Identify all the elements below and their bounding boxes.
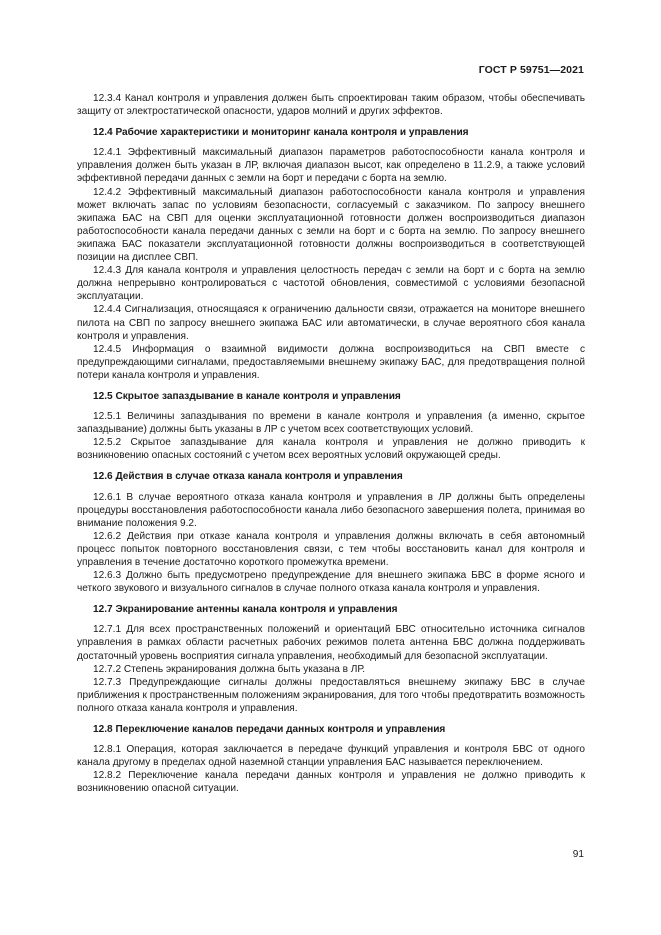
paragraph-12-5-2: 12.5.2 Скрытое запаздывание для канала контроля и управления не должно приводить к возникновению опасных состояний с учетом всех вероятных условий окружающей среды. (77, 437, 585, 462)
paragraph-12-8-1: 12.8.1 Операция, которая заключается в передаче функций управления и контроля БВС от одного канала другому в пределах одной наземной станции управления БАС называется переключением. (77, 744, 585, 769)
paragraph-12-4-1: 12.4.1 Эффективный максимальный диапазон параметров работоспособности канала контроля и управления должен быть указан в ЛР, включая диапазон высот, как определено в 11.2.9, а также условий эффективной передачи данных с земли на борт и передачи с борта на землю. (77, 147, 585, 185)
paragraph-12-7-1: 12.7.1 Для всех пространственных положений и ориентаций БВС относительно источника сигналов управления в рамках области расчетных рабочих режимов полета антенна БВС должна поддерживать достаточный уровень восприятия сигнала управления, необходимый для безопасной эксплуатации. (77, 624, 585, 662)
document-code-header: ГОСТ Р 59751—2021 (478, 64, 584, 76)
paragraph-12-3-4: 12.3.4 Канал контроля и управления должен быть спроектирован таким образом, чтобы обеспечивать защиту от электростатической опасности, ударов молний и других эффектов. (77, 93, 585, 118)
paragraph-12-6-1: 12.6.1 В случае вероятного отказа канала контроля и управления в ЛР должны быть определены процедуры восстановления работоспособности канала либо безопасного завершения полета, принимая во внимание положения 9.2. (77, 491, 585, 529)
paragraph-12-6-3: 12.6.3 Должно быть предусмотрено предупреждение для внешнего экипажа БВС в форме ясного и четкого звукового и визуального сигналов в случае полного отказа канала контроля и управления. (77, 570, 585, 595)
paragraph-12-5-1: 12.5.1 Величины запаздывания по времени в канале контроля и управления (а именно, скрытое запаздывание) должны быть указаны в ЛР с учетом всех соответствующих условий. (77, 411, 585, 436)
paragraph-12-4-2: 12.4.2 Эффективный максимальный диапазон работоспособности канала контроля и управления может включать запас по условиям безопасности, согласуемый с заказчиком. По запросу внешнего экипажа БАС на СВП для оценки эксплуатационной готовности должен воспроизводиться диапазон работоспособности канала передачи данных с земли на борт и с борта на землю. По запросу внешнего экипажа БАС показатели эксплуатационной готовности должны воспроизводиться в соответствующей позиции на дисплее СВП. (77, 186, 585, 264)
document-body (77, 92, 585, 796)
paragraph-12-7-3: 12.7.3 Предупреждающие сигналы должны предоставляться внешнему экипажу БВС в случае приближения к пространственным положениям экранирования, для того чтобы предотвратить возможность полного отказа канала контроля и управления. (77, 676, 585, 714)
section-heading-12-6: 12.6 Действия в случае отказа канала контроля и управления (93, 471, 403, 483)
paragraph-12-8-2: 12.8.2 Переключение канала передачи данных контроля и управления не должно приводить к возникновению опасной ситуации. (77, 770, 585, 795)
section-heading-12-7: 12.7 Экранирование антенны канала контроля и управления (93, 604, 398, 616)
paragraph-12-4-3: 12.4.3 Для канала контроля и управления целостность передач с земли на борт и с борта на землю должна непрерывно контролироваться с частотой обновления, совместимой с условиями безопасной эксплуатации. (77, 265, 585, 303)
paragraph-12-4-5: 12.4.5 Информация о взаимной видимости должна воспроизводиться на СВП вместе с предупреждающими сигналами, предоставляемыми внешнему экипажу БАС, для предотвращения полной потери канала контроля и управления. (77, 343, 585, 381)
section-heading-12-4: 12.4 Рабочие характеристики и мониторинг канала контроля и управления (93, 127, 469, 139)
paragraph-12-4-4: 12.4.4 Сигнализация, относящаяся к ограничению дальности связи, отражается на мониторе внешнего пилота на СВП по запросу внешнего экипажа БАС или автоматически, в случае вероятного сбоя канала контроля и управления. (77, 304, 585, 342)
section-heading-12-8: 12.8 Переключение каналов передачи данных контроля и управления (93, 724, 446, 736)
paragraph-12-7-2: 12.7.2 Степень экранирования должна быть указана в ЛР. (93, 663, 366, 675)
paragraph-12-6-2: 12.6.2 Действия при отказе канала контроля и управления должны включать в себя автономный процесс попыток повторного восстановления связи, с тем чтобы восстановить канал для контроля и управления в течение достаточно короткого промежутка времени. (77, 530, 585, 568)
section-heading-12-5: 12.5 Скрытое запаздывание в канале контроля и управления (93, 390, 401, 402)
page-number: 91 (572, 849, 584, 860)
